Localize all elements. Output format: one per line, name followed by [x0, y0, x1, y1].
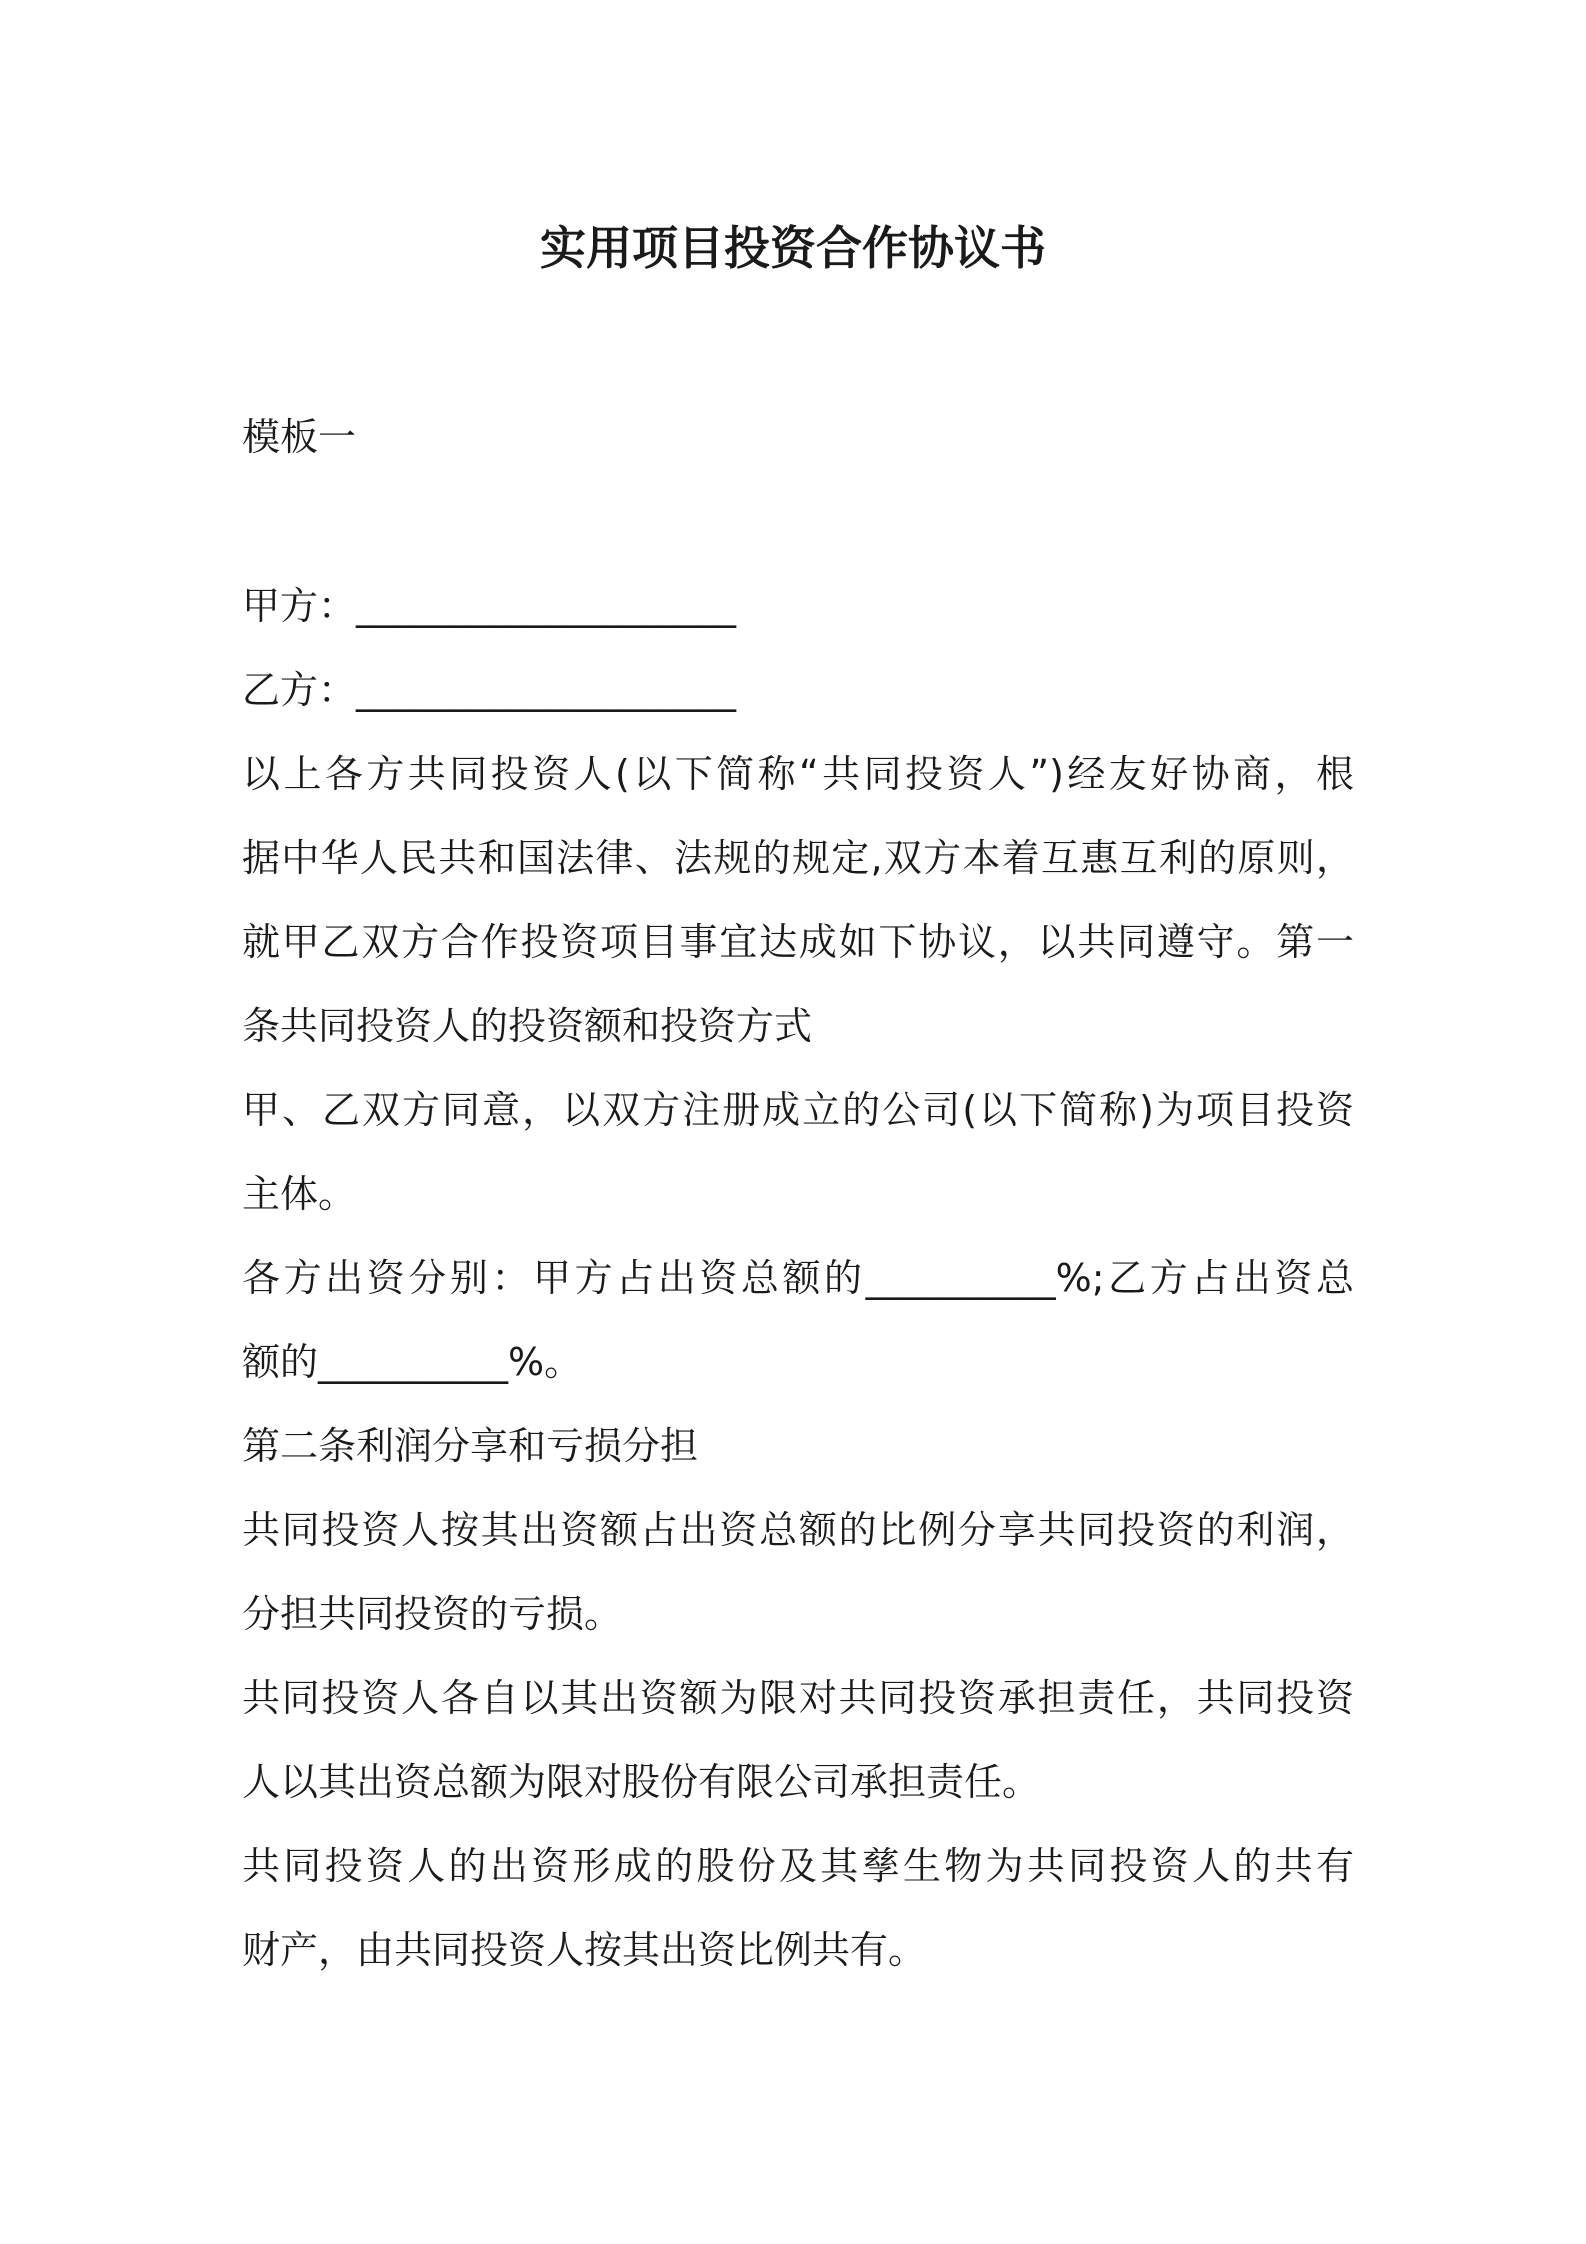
- body-line-6: 主体。: [242, 1172, 357, 1216]
- body-line-10: 共同投资人按其出资额占出资总额的比例分享共同投资的利润，: [242, 1508, 1354, 1552]
- document-title: 实用项目投资合作协议书: [540, 221, 1046, 275]
- body-line-5: 甲、乙双方同意，以双方注册成立的公司(以下简称)为项目投资: [242, 1088, 1354, 1132]
- body-line-1: 以上各方共同投资人(以下简称“共同投资人”)经友好协商，根: [242, 752, 1354, 796]
- body-line-7: 各方出资分别：甲方占出资总额的__________%;乙方占出资总: [242, 1256, 1354, 1300]
- body-line-11: 分担共同投资的亏损。: [242, 1592, 623, 1636]
- party-b-line: 乙方：____________________: [242, 668, 737, 712]
- body-line-2: 据中华人民共和国法律、法规的规定,双方本着互惠互利的原则，: [242, 836, 1354, 880]
- body-line-15: 财产，由共同投资人按其出资比例共有。: [242, 1928, 927, 1972]
- body-line-4: 条共同投资人的投资额和投资方式: [242, 1004, 813, 1048]
- body-line-12: 共同投资人各自以其出资额为限对共同投资承担责任，共同投资: [242, 1676, 1354, 1720]
- section-heading-2: 第二条利润分享和亏损分担: [242, 1424, 699, 1468]
- template-label: 模板一: [242, 415, 357, 459]
- body-line-8: 额的__________%。: [242, 1340, 583, 1384]
- body-line-14: 共同投资人的出资形成的股份及其孳生物为共同投资人的共有: [242, 1844, 1354, 1888]
- body-line-13: 人以其出资总额为限对股份有限公司承担责任。: [242, 1760, 1041, 1804]
- body-line-3: 就甲乙双方合作投资项目事宜达成如下协议，以共同遵守。第一: [242, 920, 1354, 964]
- party-a-line: 甲方：____________________: [242, 584, 737, 628]
